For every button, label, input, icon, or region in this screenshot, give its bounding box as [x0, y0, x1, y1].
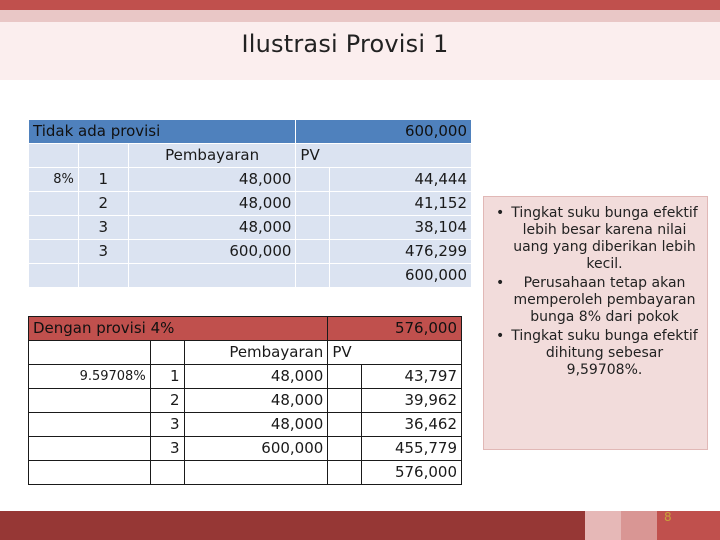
notes-box — [483, 196, 708, 450]
table-row — [29, 413, 462, 437]
rate-cell: 8% — [29, 168, 79, 192]
table-row — [29, 192, 472, 216]
note-item — [496, 328, 699, 379]
pv-cell: 38,104 — [330, 216, 472, 240]
period-cell: 3 — [78, 216, 128, 240]
table-row — [29, 168, 472, 192]
period-cell: 2 — [78, 192, 128, 216]
table-row — [29, 216, 472, 240]
period-cell: 1 — [78, 168, 128, 192]
rate-cell: 9.59708% — [29, 365, 151, 389]
period-cell: 3 — [78, 240, 128, 264]
table-row — [29, 365, 462, 389]
payment-cell: 600,000 — [128, 240, 296, 264]
bullet-icon: • — [496, 205, 505, 221]
total-pv-cell: 576,000 — [362, 461, 462, 485]
table-no-provision — [28, 119, 472, 288]
note-item — [496, 205, 699, 273]
table-row — [29, 437, 462, 461]
payment-cell: 48,000 — [184, 413, 328, 437]
table-row — [29, 389, 462, 413]
note-text: Tingkat suku bunga efektif dihitung sebesar 9,59708%. — [511, 328, 698, 378]
column-pv-label: PV — [328, 341, 462, 365]
note-text: Perusahaan tetap akan memperoleh pembayaran bunga 8% dari pokok — [513, 275, 696, 325]
pv-cell: 44,444 — [330, 168, 472, 192]
bottom-accent-square-light — [585, 511, 621, 540]
pv-cell: 43,797 — [362, 365, 462, 389]
pv-cell: 476,299 — [330, 240, 472, 264]
table-header-label: Tidak ada provisi — [29, 120, 296, 144]
slide-title: Ilustrasi Provisi 1 — [241, 30, 449, 58]
pv-cell: 36,462 — [362, 413, 462, 437]
bullet-icon: • — [496, 328, 505, 344]
table-column-row — [29, 341, 462, 365]
table-header-value: 576,000 — [328, 317, 462, 341]
table-header-row — [29, 120, 472, 144]
table-header-label: Dengan provisi 4% — [29, 317, 328, 341]
note-item — [496, 275, 699, 326]
payment-cell: 48,000 — [184, 389, 328, 413]
bottom-accent-bar — [0, 511, 585, 540]
notes-list — [492, 205, 699, 379]
pv-cell: 455,779 — [362, 437, 462, 461]
table-total-row — [29, 264, 472, 288]
table-total-row — [29, 461, 462, 485]
page-number: 8 — [664, 510, 672, 524]
total-pv-cell: 600,000 — [330, 264, 472, 288]
column-payment-label: Pembayaran — [184, 341, 328, 365]
bottom-accent-square-medium — [621, 511, 657, 540]
table-column-row — [29, 144, 472, 168]
payment-cell: 48,000 — [128, 168, 296, 192]
top-accent-strip — [0, 0, 720, 10]
period-cell: 3 — [150, 413, 184, 437]
top-accent-strip-light — [0, 10, 720, 22]
period-cell: 2 — [150, 389, 184, 413]
payment-cell: 600,000 — [184, 437, 328, 461]
payment-cell: 48,000 — [128, 216, 296, 240]
pv-cell: 39,962 — [362, 389, 462, 413]
table-header-value: 600,000 — [296, 120, 472, 144]
pv-cell: 41,152 — [330, 192, 472, 216]
payment-cell: 48,000 — [184, 365, 328, 389]
period-cell: 3 — [150, 437, 184, 461]
bullet-icon: • — [496, 275, 505, 291]
column-payment-label: Pembayaran — [128, 144, 296, 168]
payment-cell: 48,000 — [128, 192, 296, 216]
column-pv-label: PV — [296, 144, 472, 168]
table-with-provision — [28, 316, 462, 485]
period-cell: 1 — [150, 365, 184, 389]
note-text: Tingkat suku bunga efektif lebih besar karena nilai uang yang diberikan lebih kecil. — [511, 205, 698, 272]
table-header-row — [29, 317, 462, 341]
table-row — [29, 240, 472, 264]
